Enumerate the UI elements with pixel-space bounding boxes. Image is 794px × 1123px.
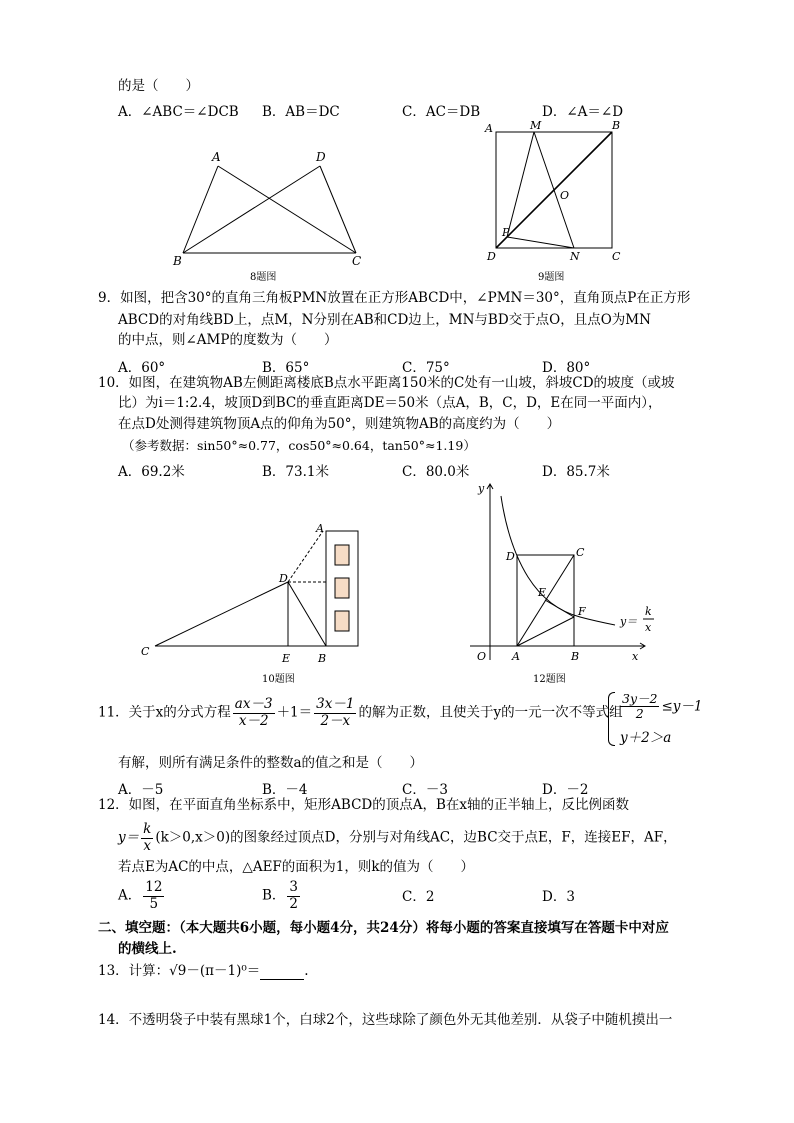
fig9-label-c: C [612,250,621,263]
fig8-caption: 8题图 [250,272,277,283]
fig12-label-y: y [478,482,485,495]
q11-system-rhs: ≤y－1 [661,698,703,715]
q8-option-b: B．AB＝DC [262,104,340,120]
q9-line3: 的中点，则∠AMP的度数为（ ） [118,332,338,348]
q11-system-line2: y＋2＞a [620,730,672,746]
q9-option-b: B．65° [262,360,310,376]
q8-option-c: C．AC＝DB [402,104,481,120]
section2-heading-line1: 二、填空题：（本大题共6小题，每小题4分，共24分）将每小题的答案直接填写在答题卡中对应 [98,920,669,936]
q13-tail: . [304,963,309,979]
fig12-curve-eq-x: x [645,621,652,634]
q9-option-c: C．75° [402,360,450,376]
q8-option-d: D．∠A＝∠D [542,104,624,120]
q9-line1: 9．如图，把含30°的直角三角板PMN放置在正方形ABCD中，∠PMN＝30°，直角顶点P在正方形 [98,290,691,306]
q11-mid-text: 的解为正数，且使关于y的一元一次不等式组 [358,704,623,721]
fig9-label-a: A [485,122,493,135]
fig10-label-e: E [282,652,291,665]
q12-option-b-label: B． [262,887,286,904]
q11-option-b: B．－4 [262,782,308,798]
q12-fraction: $\frac{k}{x}$ [143,821,152,854]
q9-option-a: A．60° [118,360,166,376]
q10-option-b: B．73.1米 [262,464,329,480]
fig8-label-c: C [352,254,362,268]
q12-option-d: D．3 [542,889,575,905]
q11-line2: 有解，则所有满足条件的整数a的值之和是（ ） [118,755,424,771]
fig9-label-o: O [560,189,570,202]
q9-option-d: D．80° [542,360,591,376]
q11-option-d: D．－2 [542,782,589,798]
fig9-caption: 9题图 [538,272,565,283]
q10-option-d: D．85.7米 [542,464,610,480]
fig12-curve-eq-y: y＝ [620,615,638,628]
fig12-label-o: O [477,650,487,663]
q10-option-c: C．80.0米 [402,464,470,480]
q12-line2: y＝ $\frac{k}{x}$ (k＞0,x＞0)的图象经过顶点D，分别与对角线AC，边BC交于点E，F，连接EF，AF， [118,821,677,854]
fig12-label-a: A [512,650,520,663]
fig10-label-d: D [279,572,288,585]
fig8-label-b: B [173,254,182,268]
q9-line2: ABCD的对角线BD上，点M，N分别在AB和CD边上，MN与BD交于点O，且点O为MN [118,312,651,328]
q12-line3: 若点E为AC的中点，△AEF的面积为1，则k的值为（ ） [118,859,475,875]
fig12-label-c: C [576,546,585,559]
fig12-label-e: E [538,586,547,599]
q12-options [118,880,678,916]
q11-option-c: C．－3 [402,782,448,798]
fig12-label-d: D [506,550,515,563]
fig10-label-a: A [316,522,324,535]
q12-option-a-fraction: $\frac{12}{5}$ [145,879,163,912]
fig12-label-b: B [571,650,580,663]
fig10-label-b: B [318,652,327,665]
fig9-label-b: B [612,119,621,132]
q10-line2: 比）为i＝1:2.4，坡顶D到BC的垂直距离DE＝50米（点A，B，C，D，E在同一平面内）， [118,395,662,411]
q10-line1: 10．如图，在建筑物AB左侧距离楼底B点水平距离150米的C处有一山坡，斜坡CD的坡度（或坡 [98,375,675,391]
q12-option-b-fraction: $\frac{3}{2}$ [289,879,299,912]
q12-line2-rest: (k＞0,x＞0)的图象经过顶点D，分别与对角线AC，边BC交于点E，F，连接EF，AF， [155,829,677,846]
q8-stem-tail: 的是（ ） [118,78,199,94]
fig10-label-c: C [141,645,150,658]
q13-answer-blank[interactable] [260,965,304,980]
q11-fraction-2: $\frac{3x-1}{2-x}$ [316,696,355,729]
q13-text: 13．计算：√9－(π－1)⁰＝ [98,963,261,979]
section2-heading-line2: 的横线上. [118,941,177,957]
q10-line4: （参考数据：sin50°≈0.77，cos50°≈0.64，tan50°≈1.19） [122,438,476,453]
fig8-label-d: D [316,150,326,164]
q12-option-c: C．2 [402,889,435,905]
fig8-label-a: A [212,150,221,164]
fig9-label-m: M [530,119,542,132]
fig12-label-x: x [632,650,639,663]
fig9-label-d: D [487,250,496,263]
q11-system-fraction: $\frac{3y-2}{2}$ [622,691,658,722]
fig12-curve-eq-k: k [645,605,652,618]
q8-option-a: A．∠ABC＝∠DCB [118,104,239,120]
fig9-label-p: P [502,226,510,239]
q13 [98,965,309,980]
q11-eq-mid: ＋1＝ [276,704,313,721]
fig12-segment-ef [545,600,574,617]
q14-line1: 14．不透明袋子中装有黑球1个，白球2个，这些球除了颜色外无其他差别．从袋子中随机摸出一 [98,1012,673,1028]
q11-prefix: 11．关于x的分式方程 [98,704,231,721]
q10-option-a: A．69.2米 [118,464,185,480]
fig12-caption: 12题图 [533,674,566,685]
fig9-label-n: N [570,250,580,263]
fig12-label-f: F [578,605,586,618]
q10-line3: 在点D处测得建筑物顶A点的仰角为50°，则建筑物AB的高度约为（ ） [118,416,561,432]
q11-line1 [98,697,623,729]
q11-option-a: A．－5 [118,782,164,798]
q11-fraction-1: $\frac{ax-3}{x-2}$ [234,696,273,729]
fig12-curve [501,496,615,625]
q12-option-a-label: A． [118,887,142,904]
fig10-caption: 10题图 [262,674,295,685]
q12-line1: 12．如图，在平面直角坐标系中，矩形ABCD的顶点A，B在x轴的正半轴上，反比例函数 [98,797,630,813]
